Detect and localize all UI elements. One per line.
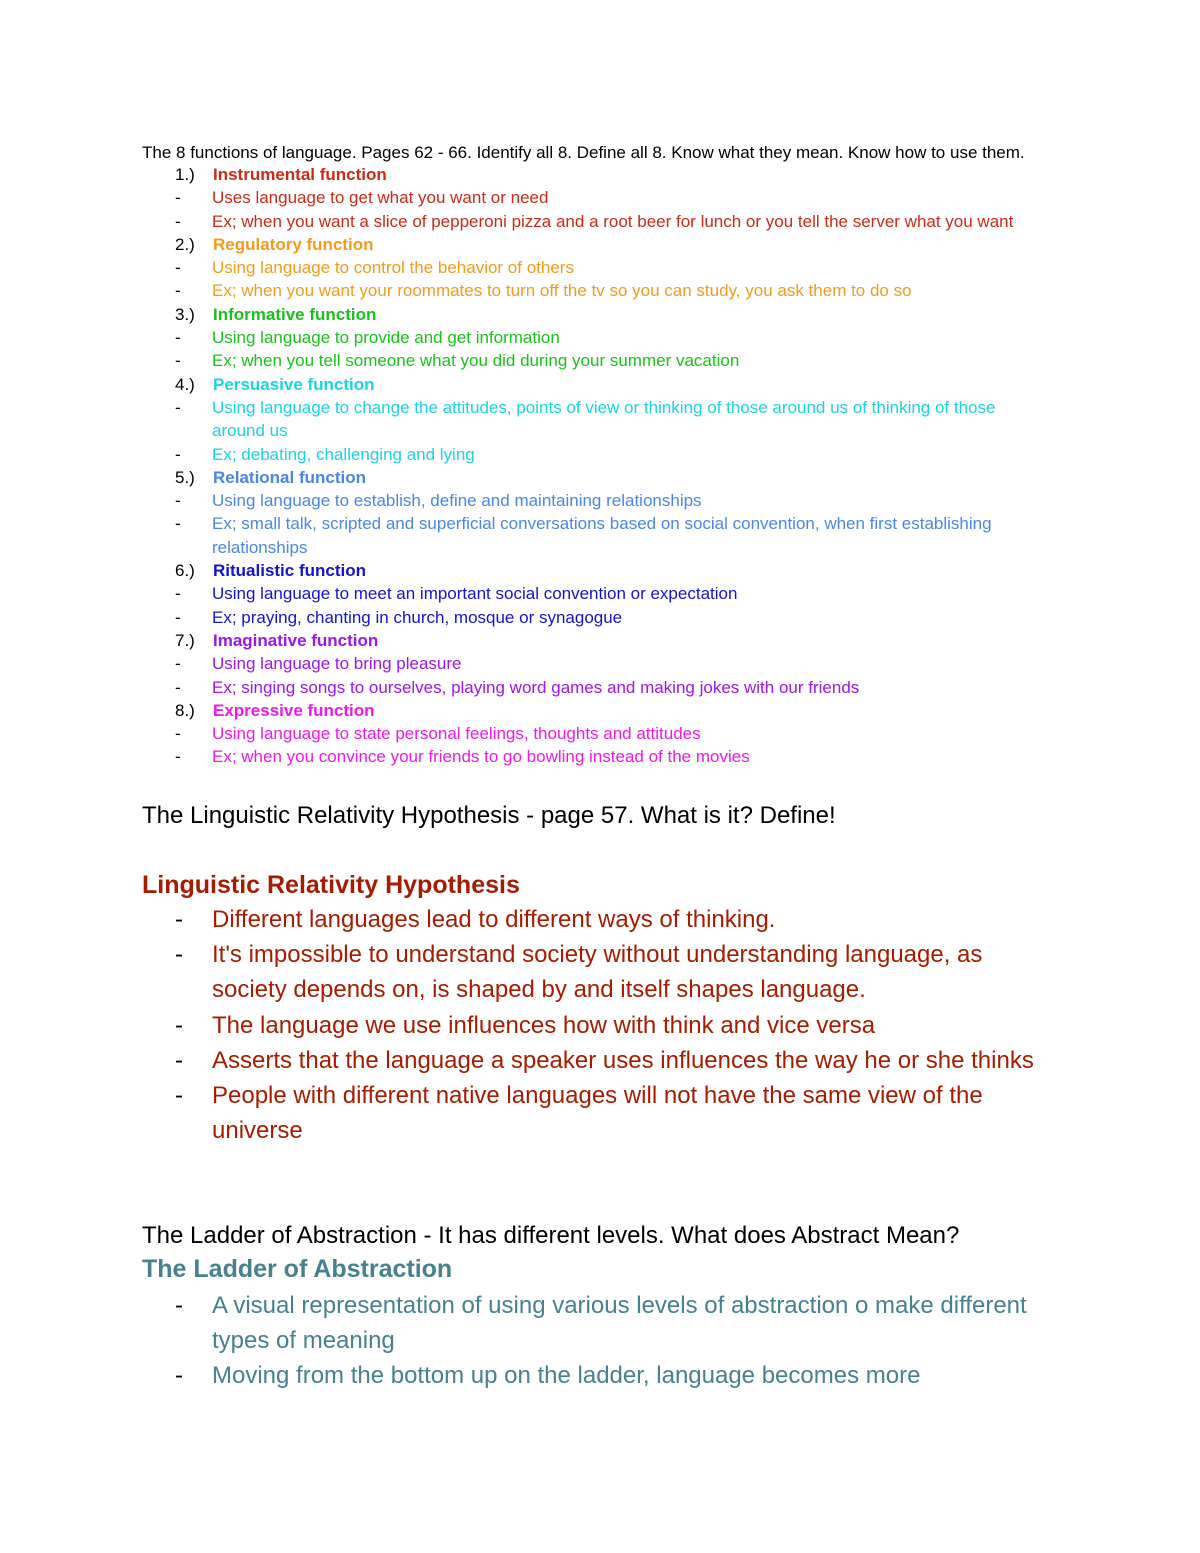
function-number: 3.)	[175, 304, 195, 324]
function-title: Informative function	[213, 304, 377, 324]
function-title: Ritualistic function	[213, 561, 366, 581]
lrh-bullet	[175, 1043, 1052, 1078]
functions-list	[175, 163, 1042, 769]
function-title: Regulatory function	[213, 234, 374, 254]
lrh-bullet	[175, 1078, 1052, 1148]
ladder-bullet	[175, 1358, 1052, 1393]
bullet-text: Using language to meet an important social convention or expectation	[212, 584, 738, 604]
bullet-dash: -	[175, 1292, 183, 1319]
function-heading	[175, 303, 1042, 326]
bullet-dash: -	[175, 654, 181, 674]
bullet-dash: -	[175, 724, 181, 744]
function-number: 7.)	[175, 630, 195, 650]
bullet-dash: -	[175, 1046, 183, 1074]
bullet-text: Ex; singing songs to ourselves, playing word games and making jokes with our friends	[212, 677, 860, 697]
bullet-dash: -	[175, 941, 183, 969]
function-bullet	[175, 326, 1042, 349]
function-bullet	[175, 722, 1042, 745]
function-number: 5.)	[175, 467, 195, 487]
bullet-text: Using language to state personal feelings, thoughts and attitudes	[212, 724, 701, 744]
function-bullet	[175, 676, 1042, 699]
function-bullet	[175, 606, 1042, 629]
bullet-dash: -	[175, 491, 181, 511]
function-heading	[175, 163, 1042, 186]
lrh-bullet-list	[175, 902, 1052, 1148]
bullet-dash: -	[175, 397, 181, 417]
function-title: Instrumental function	[213, 165, 387, 184]
bullet-text: People with different native languages will not have the same view of the universe	[212, 1082, 983, 1145]
bullet-text: It's impossible to understand society without understanding language, as society depends on, is shaped by and itself shapes language.	[212, 941, 983, 1004]
function-bullet	[175, 210, 1042, 233]
bullet-text: Using language to provide and get information	[212, 328, 560, 348]
ladder-title: The Ladder of Abstraction	[142, 1255, 453, 1283]
bullet-text: A visual representation of using various levels of abstraction o make different types of meaning	[212, 1292, 1027, 1355]
function-bullet	[175, 279, 1042, 302]
function-title: Persuasive function	[213, 374, 375, 394]
lrh-bullet	[175, 937, 1052, 1007]
bullet-dash: -	[175, 677, 181, 697]
bullet-dash: -	[175, 328, 181, 348]
function-title: Relational function	[213, 467, 366, 487]
bullet-dash: -	[175, 281, 181, 301]
bullet-text: Ex; debating, challenging and lying	[212, 444, 475, 464]
function-heading	[175, 466, 1042, 489]
ladder-question: The Ladder of Abstraction - It has different levels. What does Abstract Mean?	[142, 1222, 960, 1249]
ladder-bullet-list	[175, 1288, 1052, 1394]
bullet-text: Using language to establish, define and maintaining relationships	[212, 491, 702, 511]
function-number: 8.)	[175, 700, 195, 720]
function-number: 2.)	[175, 234, 195, 254]
bullet-text: Ex; small talk, scripted and superficial conversations based on social convention, when first establishing relationships	[212, 514, 992, 557]
function-bullet	[175, 349, 1042, 372]
bullet-text: Uses language to get what you want or need	[212, 188, 549, 208]
lrh-question: The Linguistic Relativity Hypothesis - page 57. What is it? Define!	[142, 802, 836, 829]
bullet-dash: -	[175, 607, 181, 627]
bullet-dash: -	[175, 258, 181, 278]
bullet-text: Ex; praying, chanting in church, mosque or synagogue	[212, 607, 623, 627]
function-number: 6.)	[175, 561, 195, 581]
function-bullet	[175, 652, 1042, 675]
function-number: 1.)	[175, 165, 195, 184]
bullet-text: Ex; when you want your roommates to turn off the tv so you can study, you ask them to do so	[212, 281, 912, 301]
function-heading	[175, 699, 1042, 722]
bullet-text: Ex; when you want a slice of pepperoni pizza and a root beer for lunch or you tell the server what you want	[212, 211, 1014, 231]
bullet-text: Asserts that the language a speaker uses influences the way he or she thinks	[212, 1046, 1034, 1074]
function-bullet	[175, 186, 1042, 209]
function-heading	[175, 559, 1042, 582]
function-title: Expressive function	[213, 700, 375, 720]
bullet-text: Using language to control the behavior of others	[212, 258, 574, 278]
bullet-dash: -	[175, 351, 181, 371]
lrh-title: Linguistic Relativity Hypothesis	[142, 871, 520, 899]
bullet-dash: -	[175, 584, 181, 604]
bullet-dash: -	[175, 211, 181, 231]
function-bullet	[175, 582, 1042, 605]
bullet-dash: -	[175, 1082, 183, 1110]
bullet-text: Ex; when you tell someone what you did during your summer vacation	[212, 351, 740, 371]
bullet-text: Ex; when you convince your friends to go bowling instead of the movies	[212, 747, 750, 767]
function-bullet	[175, 745, 1042, 768]
lrh-bullet	[175, 902, 1052, 937]
bullet-text: Using language to bring pleasure	[212, 654, 462, 674]
function-heading	[175, 233, 1042, 256]
bullet-dash: -	[175, 1362, 183, 1390]
bullet-text: Different languages lead to different ways of thinking.	[212, 906, 776, 933]
lrh-bullet	[175, 1008, 1052, 1043]
bullet-dash: -	[175, 747, 181, 767]
bullet-text: Moving from the bottom up on the ladder, language becomes more	[212, 1362, 921, 1390]
bullet-dash: -	[175, 444, 181, 464]
function-bullet	[175, 443, 1042, 466]
ladder-bullet	[175, 1288, 1052, 1358]
bullet-text: Using language to change the attitudes, points of view or thinking of those around us of thinking of those around us	[212, 397, 996, 441]
function-bullet	[175, 489, 1042, 512]
bullet-text: The language we use influences how with think and vice versa	[212, 1011, 876, 1039]
function-heading	[175, 373, 1042, 396]
intro-text: The 8 functions of language. Pages 62 - 66. Identify all 8. Define all 8. Know what they mean. Know how to use them.	[142, 143, 1025, 162]
function-number: 4.)	[175, 374, 195, 394]
bullet-dash: -	[175, 906, 183, 933]
function-title: Imaginative function	[213, 630, 379, 650]
function-bullet	[175, 512, 1042, 559]
bullet-dash: -	[175, 514, 181, 534]
bullet-dash: -	[175, 188, 181, 208]
function-heading	[175, 629, 1042, 652]
function-bullet	[175, 256, 1042, 279]
function-bullet	[175, 396, 1042, 443]
bullet-dash: -	[175, 1011, 183, 1039]
